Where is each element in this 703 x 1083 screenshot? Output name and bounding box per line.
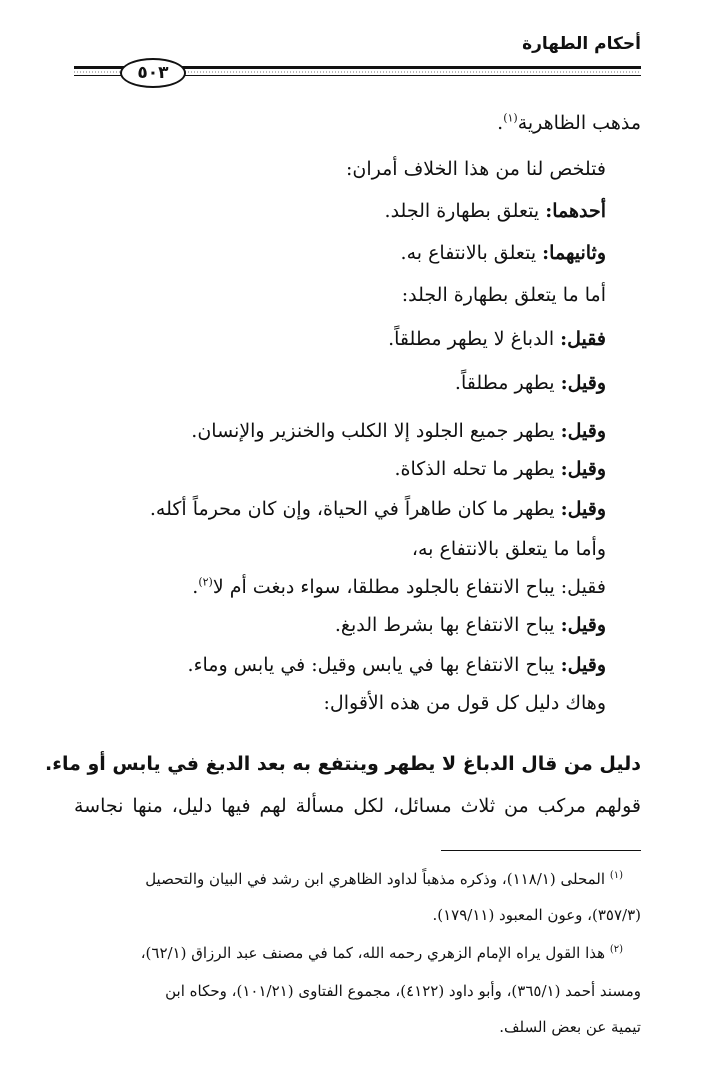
line-lead: وقيل: xyxy=(560,654,606,676)
text-line xyxy=(192,574,606,600)
text-line xyxy=(188,652,606,678)
footnote-line xyxy=(145,868,623,890)
text-line: فتلخص لنا من هذا الخلاف أمران: xyxy=(345,158,606,180)
line-lead: وقيل: xyxy=(560,498,606,520)
line-text: يباح الانتفاع بها في يابس وقيل: في يابس وماء. xyxy=(187,654,561,676)
line-text: يتعلق بالانتفاع به. xyxy=(400,242,543,264)
text-line xyxy=(385,198,606,224)
page-number: ٥٠٣ xyxy=(120,58,186,88)
text-line xyxy=(150,496,606,522)
line-lead: وقيل: xyxy=(560,420,606,442)
running-header-title: أحكام الطهارة xyxy=(522,34,641,54)
line-lead: وقيل: xyxy=(560,458,606,480)
footnote-separator xyxy=(441,850,641,851)
line-end: . xyxy=(192,576,199,598)
section-text: قولهم مركب من ثلاث مسائل، لكل مسألة لهم فيها دليل، منها نجاسة xyxy=(74,795,641,817)
line-text: يطهر ما تحله الذكاة. xyxy=(394,458,561,480)
line-text: فقيل: يباح الانتفاع بالجلود مطلقا، سواء دبغت أم لا xyxy=(212,576,606,598)
section-heading: دليل من قال الدباغ لا يطهر وينتفع به بعد الدبغ في يابس أو ماء. xyxy=(45,753,641,775)
line-text: يباح الانتفاع بها بشرط الدبغ. xyxy=(334,614,561,636)
text-line: أما ما يتعلق بطهارة الجلد: xyxy=(401,284,606,306)
footnote-marker: (١) xyxy=(609,870,623,881)
footnote-line: ومسند أحمد (٣٦٥/١)، وأبو داود (٤١٢٢)، مجموع الفتاوى (١٠١/٢١)، وحكاه ابن xyxy=(165,982,641,1000)
footnote-line: (٣٥٧/٣)، وعون المعبود (١٧٩/١١). xyxy=(432,906,641,924)
text-line xyxy=(191,418,606,444)
text-line xyxy=(335,612,606,638)
footnote-marker: (٢) xyxy=(609,944,623,955)
text-line xyxy=(497,110,641,136)
footnote-text: المحلى (١١٨/١)، وذكره مذهباً لداود الظاهري ابن رشد في البيان والتحصيل xyxy=(145,870,610,888)
text-line xyxy=(455,370,606,396)
line-text: يتعلق بطهارة الجلد. xyxy=(384,200,546,222)
line-text: مذهب الظاهرية xyxy=(517,112,641,134)
footnote-text: هذا القول يراه الإمام الزهري رحمه الله، كما في مصنف عبد الرزاق (٦٢/١)، xyxy=(140,944,610,962)
footnote-line: تيمية عن بعض السلف. xyxy=(499,1018,641,1036)
text-line xyxy=(394,456,606,482)
line-text: الدباغ لا يطهر مطلقاً. xyxy=(388,328,561,350)
text-line xyxy=(388,326,606,352)
footnote-line xyxy=(141,942,623,964)
line-lead: أحدهما: xyxy=(545,200,606,222)
line-lead: وقيل: xyxy=(560,614,606,636)
footnote-ref: (١) xyxy=(503,111,518,125)
text-line xyxy=(401,240,606,266)
line-lead: وقيل: xyxy=(560,372,606,394)
line-end: . xyxy=(497,112,504,134)
text-line: وهاك دليل كل قول من هذه الأقوال: xyxy=(323,692,606,714)
line-lead: وثانيهما: xyxy=(542,242,606,264)
line-text: يطهر ما كان طاهراً في الحياة، وإن كان محرماً أكله. xyxy=(149,498,561,520)
text-line: وأما ما يتعلق بالانتفاع به، xyxy=(411,538,606,560)
line-lead: فقيل: xyxy=(560,328,606,350)
line-text: يطهر مطلقاً. xyxy=(454,372,561,394)
footnote-ref: (٢) xyxy=(198,575,213,589)
line-text: يطهر جميع الجلود إلا الكلب والخنزير والإنسان. xyxy=(191,420,561,442)
